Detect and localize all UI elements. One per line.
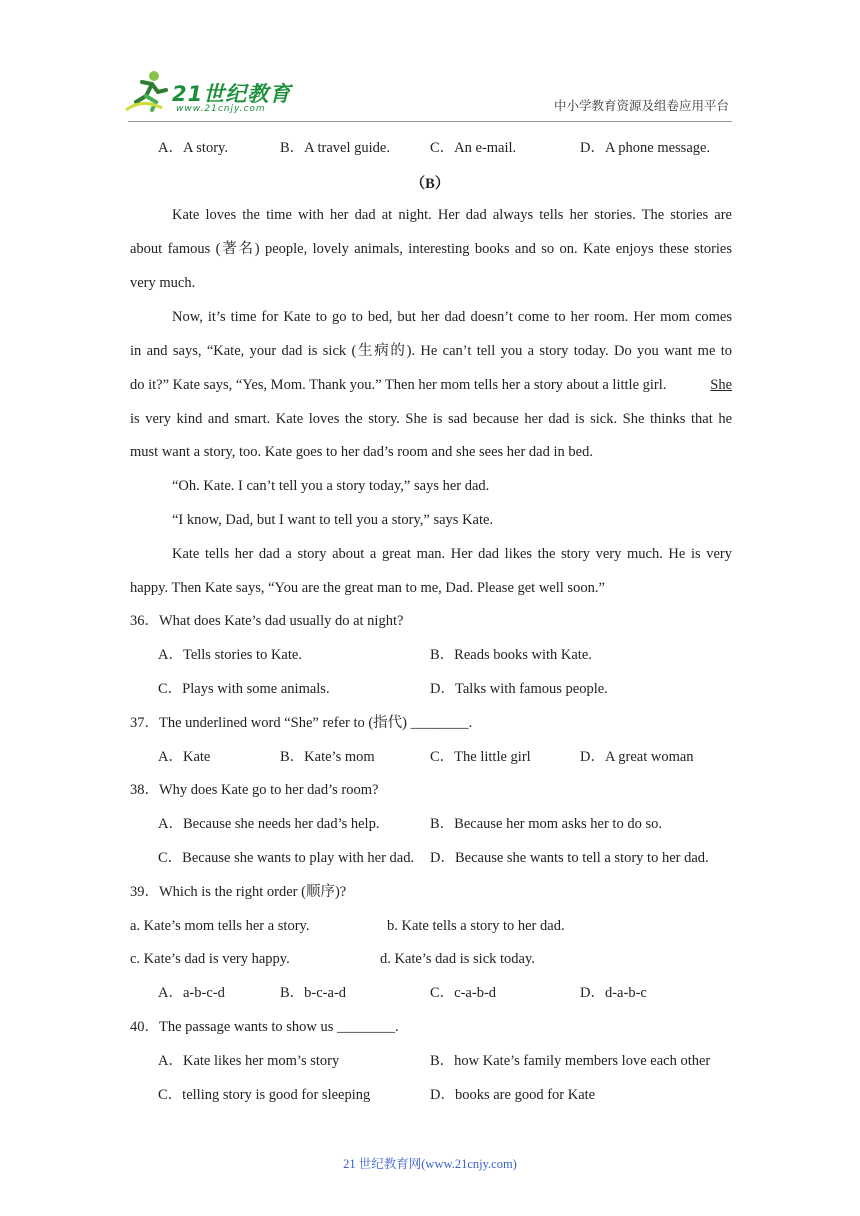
- question-36-stem: 36．What does Kate’s dad usually do at night?: [130, 613, 404, 629]
- q40-option-a: A．Kate likes her mom’s story: [158, 1053, 340, 1069]
- q38-option-d: D．Because she wants to tell a story to her dad.: [430, 850, 709, 866]
- q39-option-c: C．c-a-b-d: [430, 985, 497, 1001]
- q40-option-b: B．how Kate’s family members love each other: [430, 1053, 711, 1069]
- header-divider: [128, 121, 732, 122]
- passage-p2-line2: in and says, “Kate, your dad is sick (生病的). He can’t tell you a story today. Do you want me to: [130, 343, 732, 359]
- prev-option-b: B．A travel guide.: [280, 140, 390, 156]
- q36-option-d: D．Talks with famous people.: [430, 681, 608, 697]
- site-logo[interactable]: [122, 68, 292, 118]
- passage-p5-line2: happy. Then Kate says, “You are the great man to me, Dad. Please get well soon.”: [130, 580, 605, 596]
- q37-option-d: D．A great woman: [580, 749, 694, 765]
- section-title: （B）: [410, 176, 450, 192]
- question-39-stem: 39．Which is the right order (顺序)?: [130, 884, 347, 900]
- q36-option-c: C．Plays with some animals.: [158, 681, 330, 697]
- q39-item-b: b. Kate tells a story to her dad.: [387, 918, 565, 934]
- logo-url: www.21cnjy.com: [176, 104, 266, 114]
- question-37-stem: 37．The underlined word “She” refer to (指代) ________.: [130, 715, 473, 731]
- q37-option-a: A．Kate: [158, 749, 211, 765]
- passage-p5-line1: Kate tells her dad a story about a great man. Her dad likes the story very much. He is very: [172, 546, 732, 562]
- passage-p2-line3-text: do it?” Kate says, “Yes, Mom. Thank you.” Then her mom tells her a story about a little girl.: [130, 377, 667, 393]
- header-platform-name: 中小学教育资源及组卷应用平台: [553, 99, 729, 113]
- q36-option-a: A．Tells stories to Kate.: [158, 647, 302, 663]
- footer-link[interactable]: 21 世纪教育网(www.21cnjy.com): [343, 1157, 517, 1171]
- prev-option-c: C．An e-mail.: [430, 140, 517, 156]
- q38-option-b: B．Because her mom asks her to do so.: [430, 816, 662, 832]
- underlined-word-she: She: [710, 377, 732, 393]
- q37-option-c: C．The little girl: [430, 749, 531, 765]
- q39-option-d: D．d-a-b-c: [580, 985, 647, 1001]
- q37-option-b: B．Kate’s mom: [280, 749, 375, 765]
- passage-p1-line2: about famous (著名) people, lovely animals, interesting books and so on. Kate enjoys these stories: [130, 241, 732, 257]
- passage-p2-line4: is very kind and smart. Kate loves the story. She is sad because her dad is sick. She thinks that he: [130, 411, 732, 427]
- q40-option-d: D．books are good for Kate: [430, 1087, 596, 1103]
- q39-item-c: c. Kate’s dad is very happy.: [130, 951, 290, 967]
- prev-option-d: D．A phone message.: [580, 140, 711, 156]
- q39-option-a: A．a-b-c-d: [158, 985, 225, 1001]
- question-38-stem: 38．Why does Kate go to her dad’s room?: [130, 782, 379, 798]
- q39-item-d: d. Kate’s dad is sick today.: [380, 951, 535, 967]
- passage-p4: “I know, Dad, but I want to tell you a story,” says Kate.: [172, 512, 494, 528]
- passage-p2-line5: must want a story, too. Kate goes to her dad’s room and she sees her dad in bed.: [130, 444, 593, 460]
- passage-p1-line3: very much.: [130, 275, 196, 291]
- q39-option-b: B．b-c-a-d: [280, 985, 347, 1001]
- logo-text: 21世纪教育: [172, 82, 292, 106]
- passage-p1-line1: Kate loves the time with her dad at night. Her dad always tells her stories. The stories are: [172, 207, 732, 223]
- passage-p2-line1: Now, it’s time for Kate to go to bed, but her dad doesn’t come to her room. Her mom comes: [172, 309, 732, 325]
- passage-p2-line3: [130, 375, 732, 395]
- q40-option-c: C．telling story is good for sleeping: [158, 1087, 371, 1103]
- prev-option-a: A．A story.: [158, 140, 228, 156]
- passage-p3: “Oh. Kate. I can’t tell you a story today,” says her dad.: [172, 478, 490, 494]
- q38-option-a: A．Because she needs her dad’s help.: [158, 816, 380, 832]
- q39-item-a: a. Kate’s mom tells her a story.: [130, 918, 310, 934]
- q36-option-b: B．Reads books with Kate.: [430, 647, 592, 663]
- question-40-stem: 40．The passage wants to show us ________.: [130, 1019, 399, 1035]
- q38-option-c: C．Because she wants to play with her dad.: [158, 850, 415, 866]
